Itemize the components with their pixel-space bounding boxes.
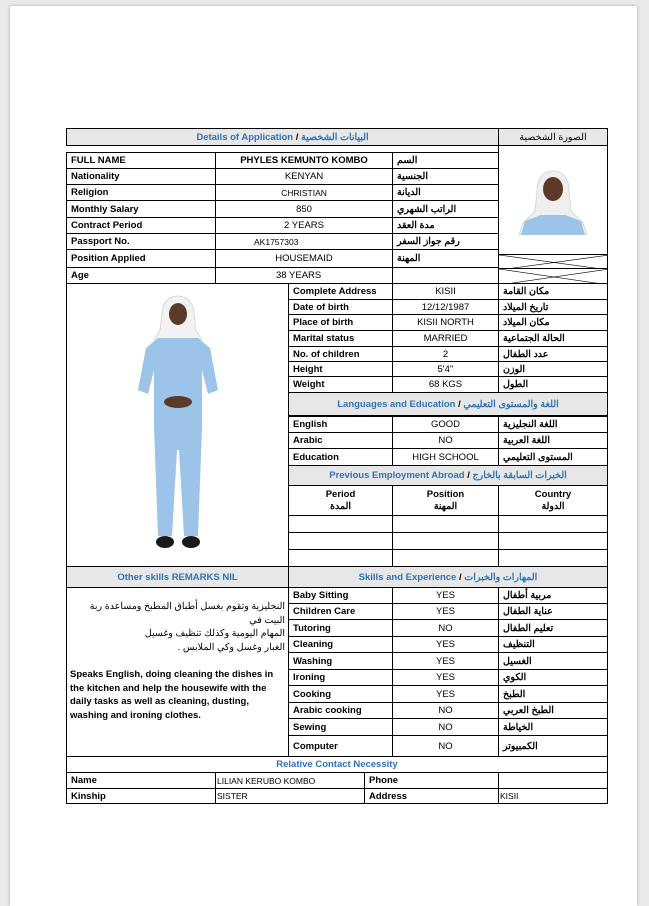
ar-cleaning: التنظيف: [498, 636, 608, 653]
employment-row-3-country: [498, 549, 608, 567]
label-kinship: Kinship: [66, 788, 216, 804]
label-date-of-birth: Date of birth: [288, 299, 393, 315]
label-marital-status: Marital status: [288, 330, 393, 347]
portrait-photo: [513, 165, 593, 235]
ar-arabic-cooking: الطبخ العربي: [498, 702, 608, 719]
value-height: 5'4'': [392, 361, 499, 377]
value-monthly-salary: 850: [215, 200, 393, 218]
value-full-name: PHYLES KEMUNTO KOMBO: [215, 152, 393, 169]
position-header-en: Position: [426, 488, 465, 500]
details-title-en: Details of Application: [196, 131, 294, 143]
value-place-of-birth: KISII NORTH: [392, 314, 499, 331]
label-passport-no: Passport No.: [66, 233, 216, 250]
value-sewing: NO: [392, 718, 499, 736]
photo-header: الصورة الشخصية: [498, 128, 608, 146]
period-column-header: [288, 485, 393, 516]
skills-header: [288, 566, 608, 588]
employment-row-2-position: [392, 532, 499, 550]
ar-position-applied: المهنة: [392, 249, 499, 268]
cross-lines-1: [499, 255, 608, 269]
other-skills-header: Other skills REMARKS NIL: [66, 566, 289, 588]
ar-arabic: اللغة العربية: [498, 432, 608, 449]
ar-full-name: السم: [392, 152, 499, 169]
value-contract-period: 2 YEARS: [215, 217, 393, 234]
details-title-sep: /: [295, 131, 299, 143]
value-date-of-birth: 12/12/1987: [392, 299, 499, 315]
label-no-of-children: No. of children: [288, 346, 393, 362]
country-header-ar: الدولة: [541, 500, 565, 512]
label-height: Height: [288, 361, 393, 377]
value-washing: YES: [392, 652, 499, 670]
ar-passport-no: رقم جواز السفر: [392, 233, 499, 250]
ar-washing: الغسيل: [498, 652, 608, 670]
employment-header: [288, 465, 608, 486]
position-column-header: [392, 485, 499, 516]
label-cooking: Cooking: [288, 685, 393, 703]
ar-religion: الديانة: [392, 184, 499, 201]
ar-no-of-children: عدد الطفال: [498, 346, 608, 362]
value-religion: CHRISTIAN: [215, 184, 393, 201]
value-cleaning: YES: [392, 636, 499, 653]
employment-title-sep: /: [467, 470, 470, 481]
label-relative-name: Name: [66, 772, 216, 789]
label-baby-sitting: Baby Sitting: [288, 587, 393, 604]
employment-title-ar: الخبرات السابقة بالخارج: [472, 470, 567, 481]
portrait-photo-cell: [498, 145, 608, 255]
label-position-applied: Position Applied: [66, 249, 216, 268]
full-body-photo: [118, 290, 238, 560]
ar-complete-address: مكان القامة: [498, 283, 608, 300]
employment-row-3-period: [288, 549, 393, 567]
value-complete-address: KISII: [392, 283, 499, 300]
ar-education: المستوى التعليمي: [498, 448, 608, 466]
label-contract-period: Contract Period: [66, 217, 216, 234]
value-weight: 68 KGS: [392, 376, 499, 393]
employment-row-1-country: [498, 515, 608, 533]
skills-title-sep: /: [458, 571, 462, 583]
label-place-of-birth: Place of birth: [288, 314, 393, 331]
remarks-en: Speaks English, doing cleaning the dishes in the kitchen and help the housewife with the daily tasks as well as cleaning, dusting, washing and ironing clothes.: [70, 669, 274, 721]
value-no-of-children: 2: [392, 346, 499, 362]
ar-children-care: عناية الطفال: [498, 603, 608, 620]
ar-height: الوزن: [498, 361, 608, 377]
employment-row-1-period: [288, 515, 393, 533]
label-nationality: Nationality: [66, 168, 216, 185]
cross-lines-2: [499, 269, 608, 284]
value-tutoring: NO: [392, 619, 499, 637]
ar-sewing: الخياطة: [498, 718, 608, 736]
empty-crossed-cell-1: [498, 254, 608, 269]
value-position-applied: HOUSEMAID: [215, 249, 393, 268]
label-full-name: FULL NAME: [66, 152, 216, 169]
ar-english: اللغة النجليزية: [498, 416, 608, 433]
country-column-header: [498, 485, 608, 516]
value-marital-status: MARRIED: [392, 330, 499, 347]
value-computer: NO: [392, 735, 499, 757]
period-header-ar: المدة: [330, 500, 351, 512]
label-tutoring: Tutoring: [288, 619, 393, 637]
remarks-ar-line-2: المهام اليومية وكذلك تنظيف وغسيل: [144, 628, 285, 639]
employment-row-3-position: [392, 549, 499, 567]
ar-nationality: الجنسية: [392, 168, 499, 185]
label-relative-address: Address: [364, 788, 499, 804]
label-computer: Computer: [288, 735, 393, 757]
languages-title-sep: /: [458, 398, 461, 410]
label-cleaning: Cleaning: [288, 636, 393, 653]
relative-contact-header: Relative Contact Necessity: [66, 756, 608, 773]
ar-baby-sitting: مربية أطفال: [498, 587, 608, 604]
label-complete-address: Complete Address: [288, 283, 393, 300]
label-arabic: Arabic: [288, 432, 393, 449]
document-page: [10, 6, 637, 906]
ar-marital-status: الحالة الجتماعية: [498, 330, 608, 347]
value-passport-no: AK1757303: [215, 233, 393, 250]
label-sewing: Sewing: [288, 718, 393, 736]
value-education: HIGH SCHOOL: [392, 448, 499, 466]
value-ironing: YES: [392, 669, 499, 686]
period-header-en: Period: [325, 488, 356, 500]
employment-row-2-period: [288, 532, 393, 550]
full-body-photo-cell: [66, 283, 289, 567]
skills-title-ar: المهارات والخبرات: [464, 571, 538, 583]
ar-weight: الطول: [498, 376, 608, 393]
ar-date-of-birth: تاريخ الميلاد: [498, 299, 608, 315]
details-title-ar: البيانات الشخصية: [301, 131, 369, 143]
position-header-ar: المهنة: [433, 500, 458, 512]
employment-row-2-country: [498, 532, 608, 550]
languages-title-ar: اللغة والمستوى التعليمي: [463, 398, 559, 410]
label-english: English: [288, 416, 393, 433]
skills-title-en: Skills and Experience: [358, 571, 457, 583]
remarks-ar-line-3: الغبار وغسل وكي الملابس .: [177, 641, 285, 653]
label-relative-phone: Phone: [364, 772, 499, 789]
ar-computer: الكمبيوتر: [498, 735, 608, 757]
label-monthly-salary: Monthly Salary: [66, 200, 216, 218]
application-form: [66, 128, 608, 804]
label-arabic-cooking: Arabic cooking: [288, 702, 393, 719]
label-religion: Religion: [66, 184, 216, 201]
value-relative-name: LILIAN KERUBO KOMBO: [215, 772, 365, 789]
ar-contract-period: مدة العقد: [392, 217, 499, 234]
languages-header: [288, 392, 608, 416]
ar-monthly-salary: الراتب الشهري: [392, 200, 499, 218]
ar-cooking: الطبخ: [498, 685, 608, 703]
remarks-text: [66, 600, 289, 722]
details-header: [66, 128, 499, 146]
value-relative-address: KISII: [498, 788, 608, 804]
remarks-ar-line-1: النجليزية وتقوم بغسل أطباق المطبخ ومساعدة ربة البيت في: [89, 601, 285, 626]
ar-age: [392, 267, 499, 284]
value-cooking: YES: [392, 685, 499, 703]
label-age: Age: [66, 267, 216, 284]
languages-title-en: Languages and Education: [337, 398, 456, 410]
ar-tutoring: تعليم الطفال: [498, 619, 608, 637]
value-nationality: KENYAN: [215, 168, 393, 185]
label-washing: Washing: [288, 652, 393, 670]
ar-place-of-birth: مكان الميلاد: [498, 314, 608, 331]
value-children-care: YES: [392, 603, 499, 620]
employment-row-1-position: [392, 515, 499, 533]
label-weight: Weight: [288, 376, 393, 393]
value-arabic: NO: [392, 432, 499, 449]
ar-ironing: الكوي: [498, 669, 608, 686]
label-ironing: Ironing: [288, 669, 393, 686]
value-baby-sitting: YES: [392, 587, 499, 604]
label-education: Education: [288, 448, 393, 466]
value-english: GOOD: [392, 416, 499, 433]
value-kinship: SISTER: [215, 788, 365, 804]
value-age: 38 YEARS: [215, 267, 393, 284]
employment-title-en: Previous Employment Abroad: [329, 470, 465, 481]
value-arabic-cooking: NO: [392, 702, 499, 719]
empty-crossed-cell-2: [498, 268, 608, 284]
country-header-en: Country: [534, 488, 572, 500]
value-relative-phone: [498, 772, 608, 789]
label-children-care: Children Care: [288, 603, 393, 620]
